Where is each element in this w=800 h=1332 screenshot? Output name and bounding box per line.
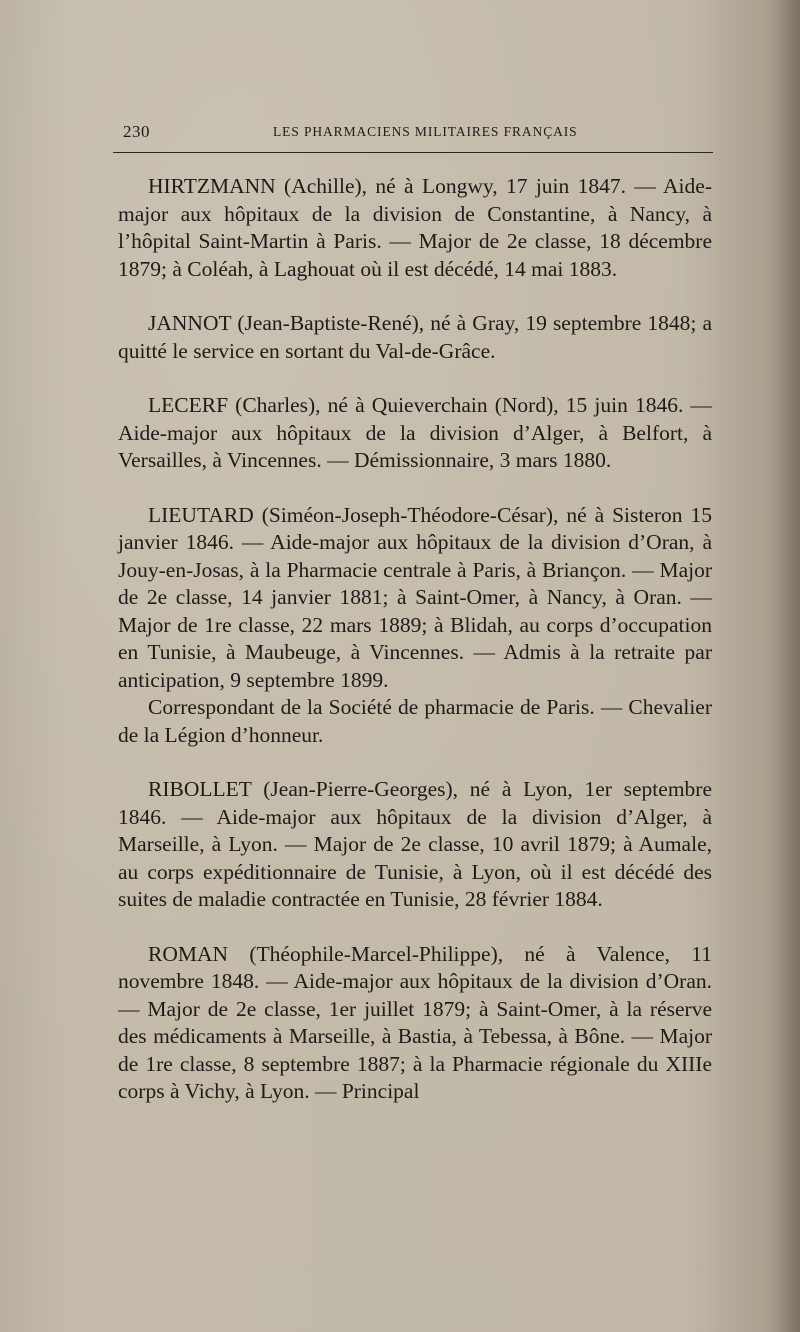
entry-jannot — [118, 310, 712, 365]
page-edge-shadow — [772, 0, 800, 1332]
entry-paragraph: ROMAN (Théophile-Marcel-Philippe), né à Valence, 11 novembre 1848. — Aide-major aux hôpitaux de la division d’Oran. — Major de 2e classe, 1er juillet 1879; à Saint-Omer, à la réserve des médicaments à Marseille, à Bastia, à Tebessa, à Bône. — Major de 1re classe, 8 septembre 1887; à la Pharmacie régionale du XIIIe corps à Vichy, à Lyon. — Principal — [118, 941, 712, 1103]
entry-paragraph: RIBOLLET (Jean-Pierre-Georges), né à Lyon, 1er septembre 1846. — Aide-major aux hôpitaux de la division d’Alger, à Marseille, à Lyon. — Major de 2e classe, 10 avril 1879; à Aumale, au corps expéditionnaire de Tunisie, à Lyon, où il est décédé des suites de maladie contractée en Tunisie, 28 février 1884. — [118, 777, 712, 911]
entry-hirtzmann — [118, 173, 712, 283]
entry-ribollet — [118, 776, 712, 914]
entry-paragraph-continued: Correspondant de la Société de pharmacie de Paris. — Chevalier de la Légion d’honneur. — [118, 695, 712, 747]
entry-roman — [118, 941, 712, 1106]
header-rule — [113, 152, 713, 153]
entry-paragraph: LECERF (Charles), né à Quieverchain (Nord), 15 juin 1846. — Aide-major aux hôpitaux de la division d’Alger, à Belfort, à Versailles, à Vincennes. — Démissionnaire, 3 mars 1880. — [118, 393, 712, 472]
entry-lieutard — [118, 502, 712, 750]
page-body — [118, 173, 712, 1106]
running-title: LES PHARMACIENS MILITAIRES FRANÇAIS — [273, 124, 578, 139]
entry-lecerf — [118, 392, 712, 475]
entry-paragraph: HIRTZMANN (Achille), né à Longwy, 17 juin 1847. — Aide-major aux hôpitaux de la division de Constantine, à Nancy, à l’hôpital Saint-Martin à Paris. — Major de 2e classe, 18 décembre 1879; à Coléah, à Laghouat où il est décédé, 14 mai 1883. — [118, 174, 712, 281]
entry-paragraph: LIEUTARD (Siméon-Joseph-Théodore-César), né à Sisteron 15 janvier 1846. — Aide-major aux hôpitaux de la division d’Oran, à Jouy-en-Josas, à la Pharmacie centrale à Paris, à Briançon. — Major de 2e classe, 14 janvier 1881; à Saint-Omer, à Nancy, à Oran. — Major de 1re classe, 22 mars 1889; à Blidah, au corps d’occupation en Tunisie, à Maubeuge, à Vincennes. — Admis à la retraite par anticipation, 9 septembre 1899. — [118, 502, 712, 692]
page-header — [113, 119, 713, 145]
page-number: 230 — [123, 122, 150, 141]
entry-paragraph: JANNOT (Jean-Baptiste-René), né à Gray, 19 septembre 1848; a quitté le service en sortant du Val-de-Grâce. — [118, 311, 712, 363]
